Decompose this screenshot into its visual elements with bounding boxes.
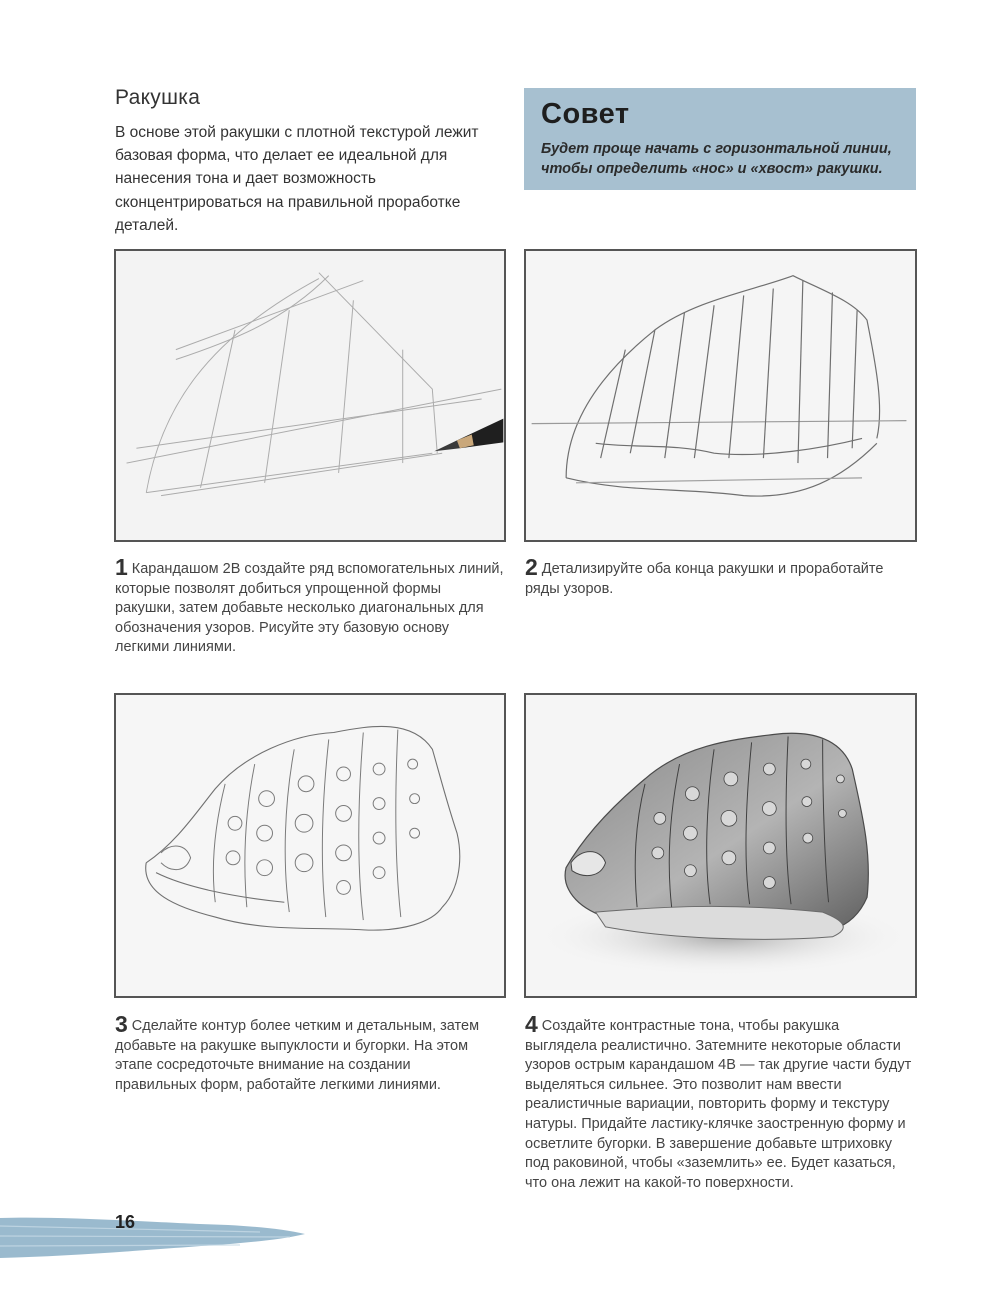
step-3-caption [115,1011,495,1095]
shell-sketch-shaded [526,695,915,996]
step-3-text: Сделайте контур более четким и детальным, затем добавьте на ракушке выпуклости и бугорки. На этом этапе сосредоточьте внимание на создании правильных форм, работайте легкими линиями. [115,1018,480,1093]
shell-sketch-construction [116,251,504,540]
brush-stroke-decoration [0,1212,310,1260]
step-2-text: Детализируйте оба конца ракушки и проработайте ряды узоров. [525,561,884,597]
step-2-caption [525,554,915,599]
page-number: 16 [115,1212,136,1232]
step-1-illustration [114,249,506,542]
shell-sketch-rows [526,251,915,540]
tip-box [524,88,916,190]
tip-text: Будет проще начать с горизонтальной линии, чтобы определить «нос» и «хвост» ракушки. [541,141,892,177]
section-title: Ракушка [115,86,201,109]
step-2-illustration [524,249,917,542]
step-4-illustration [524,693,917,998]
step-2-number: 2 [525,554,538,580]
step-1-text: Карандашом 2В создайте ряд вспомогательных линий, которые позволят добиться упрощенной формы ракушки, затем добавьте несколько диагональных для обозначения узоров. Рисуйте эту базовую основу легкими линиями. [115,561,504,656]
step-4-text: Создайте контрастные тона, чтобы ракушка выглядела реалистично. Затемните некоторые области узоров острым карандашом 4В — так другие части будут выделяться сильнее. Это позволит нам ввести реалистичные вариации, повторить форму и текстуру натуры. Придайте ластику-клячке заостренную форму и осветлите бугорки. В завершение добавьте штриховку под раковиной, чтобы «заземлить» ее. Будет казаться, что она лежит на какой-то поверхности. [525,1018,912,1191]
step-1-caption [115,554,505,658]
step-3-illustration [114,693,506,998]
pencil-icon [434,419,503,452]
step-1-number: 1 [115,554,128,580]
intro-paragraph: В основе этой ракушки с плотной текстурой лежит базовая форма, что делает ее идеальной для нанесения тона и дает возможность сконцентрироваться на правильной проработке деталей. [115,124,479,234]
step-3-number: 3 [115,1011,128,1037]
step-4-caption [525,1011,915,1193]
shell-sketch-contour [116,695,504,996]
tip-title: Совет [541,98,630,130]
step-4-number: 4 [525,1011,538,1037]
